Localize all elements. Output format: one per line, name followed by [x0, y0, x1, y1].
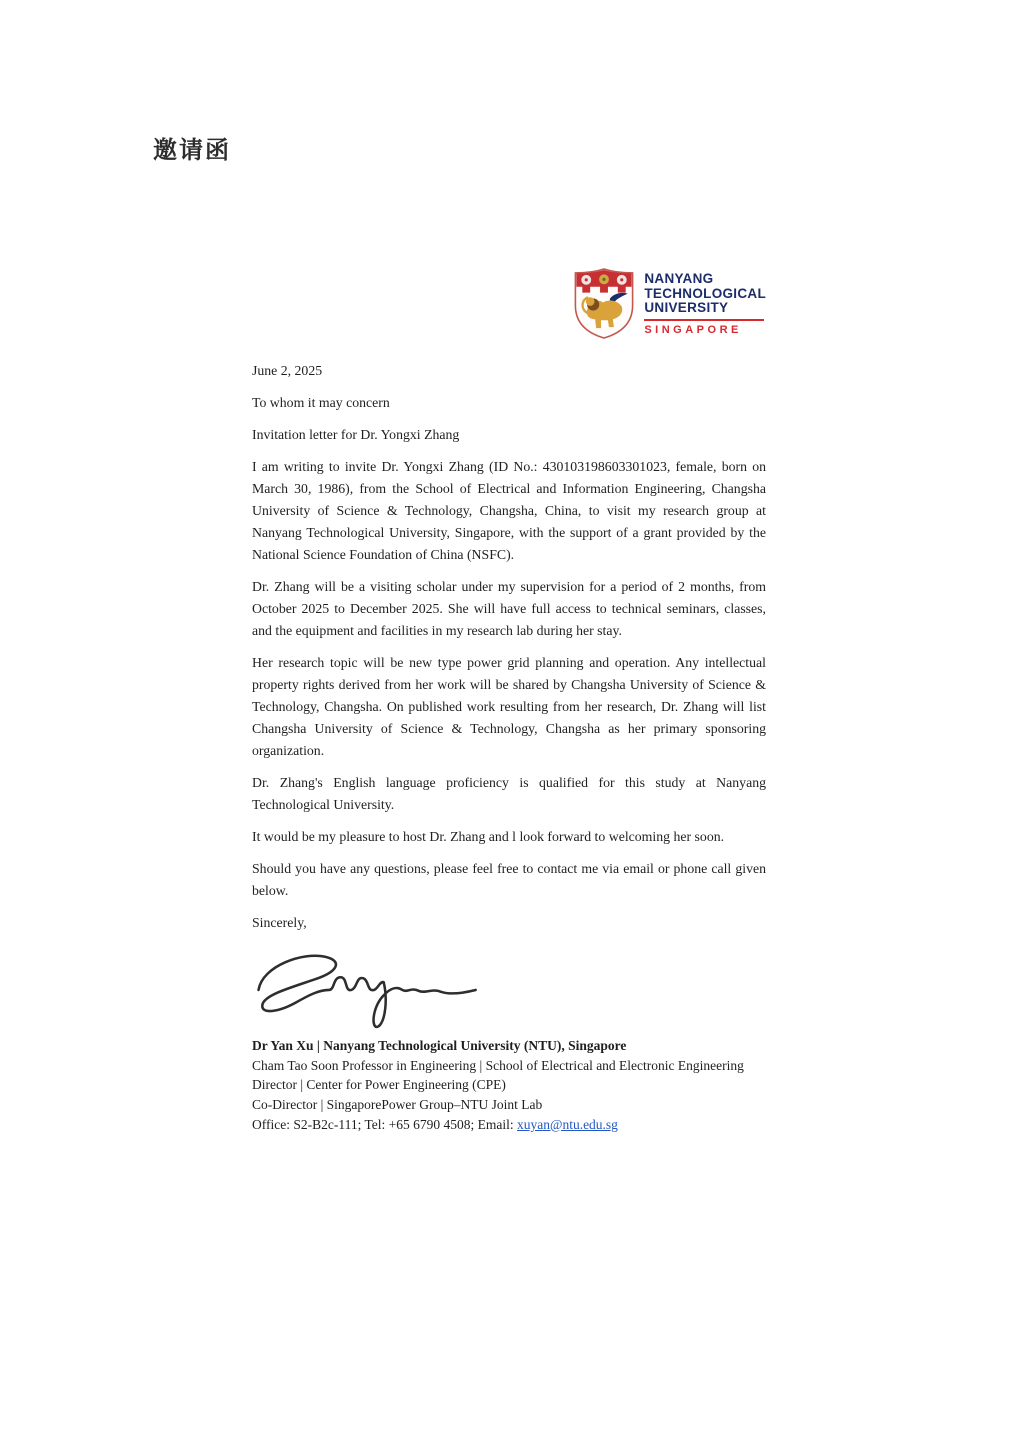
- letter-subject: Invitation letter for Dr. Yongxi Zhang: [252, 427, 460, 442]
- office-contact-text: Office: S2-B2c-111; Tel: +65 6790 4508; Email:: [252, 1116, 518, 1132]
- signature-block: [252, 1036, 766, 1135]
- signature-image: [250, 944, 490, 1032]
- letter-salutation: To whom it may concern: [252, 395, 390, 410]
- logo-divider: [644, 319, 764, 321]
- logo-name-line: UNIVERSITY: [644, 300, 729, 315]
- signer-name-affiliation: Dr Yan Xu | Nanyang Technological University (NTU), Singapore: [252, 1038, 627, 1053]
- letter-paragraph: Dr. Zhang will be a visiting scholar under my supervision for a period of 2 months, from October 2025 to December 2025. She will have full access to technical seminars, classes, and the equipment and facilities in my research lab during her stay.: [252, 579, 766, 638]
- signer-title-line: Director | Center for Power Engineering (CPE): [252, 1077, 506, 1093]
- doc-title: 邀请函: [153, 136, 231, 164]
- letter-paragraph: It would be my pleasure to host Dr. Zhang and l look forward to welcoming her soon.: [252, 829, 725, 844]
- letter-closing: Sincerely,: [252, 915, 307, 930]
- letter-paragraph: Her research topic will be new type power grid planning and operation. Any intellectual property rights derived from her work will be shared by Changsha University of Science & Technology, Changsha. On published work resulting from her research, Dr. Zhang will list Changsha University of Science & Technology, Changsha as her primary sponsoring organization.: [252, 655, 766, 758]
- logo-name-line: TECHNOLOGICAL: [644, 285, 766, 301]
- letter-body: [252, 268, 766, 1135]
- signer-title-line: Cham Tao Soon Professor in Engineering | School of Electrical and Electronic Engineering: [252, 1057, 744, 1073]
- letter-date: June 2, 2025: [252, 363, 323, 378]
- signer-contact-line: [252, 1115, 766, 1135]
- signer-title-line: Co-Director | SingaporePower Group–NTU Joint Lab: [252, 1097, 543, 1113]
- ntu-crest-icon: [573, 268, 635, 339]
- logo-country: SINGAPORE: [644, 323, 742, 336]
- letter-paragraph: Dr. Zhang's English language proficiency is qualified for this study at Nanyang Technological University.: [252, 775, 766, 812]
- letter-paragraph: Should you have any questions, please feel free to contact me via email or phone call given below.: [252, 861, 766, 898]
- ntu-wordmark: [644, 268, 766, 336]
- logo-name-line: NANYANG: [644, 271, 714, 286]
- letter-paragraph: I am writing to invite Dr. Yongxi Zhang (ID No.: 430103198603301023, female, born on March 30, 1986), from the School of Electrical and Information Engineering, Changsha University of Science & Technology, Changsha, China, to visit my research group at Nanyang Technological University, Singapore, with the support of a grant provided by the National Science Foundation of China (NSFC).: [252, 459, 766, 562]
- ntu-logo: [252, 268, 766, 339]
- email-link[interactable]: xuyan@ntu.edu.sg: [517, 1116, 618, 1132]
